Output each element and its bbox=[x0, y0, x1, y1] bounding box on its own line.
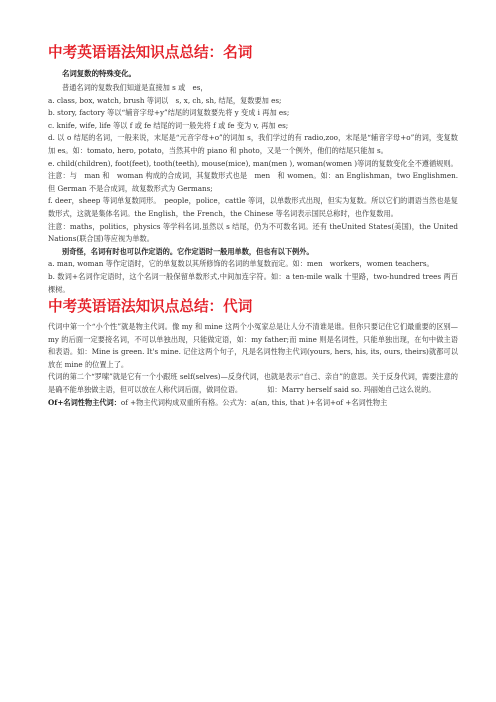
bold-prefix: Of+名词性物主代词： bbox=[48, 397, 121, 407]
section-subtitle: 名词复数的特殊变化。 bbox=[62, 69, 136, 78]
paragraph: 普通名词的复数我们知道是直接加 s 或 es， bbox=[62, 83, 208, 92]
section-title-nouns: 中考英语语法知识点总结：名词 bbox=[48, 44, 253, 61]
paragraph: a. class, box, watch, brush 等词以 s, x, ch, sh, 结尾，复数要加 es; bbox=[48, 95, 282, 105]
paragraph: 代词中第一个“小个性”就是物主代词。像 my 和 mine 这两个小冤家总是让人分不清谁是谁。但你只要记住它们最重要的区别—my 的后面一定要接名词，不可以单独出现，只能做定语，如：my father;而 mine 则是名词性，只能单独出现，在句中做主语和表语。如：Mine is green. It's mine. 记住这两个句子，凡是名词性物主代词(yours, hers, his, its, ours, theirs)就都可以放在 mine 的位置上了。 bbox=[48, 322, 458, 369]
paragraph: c. knife, wife, life 等以 f 或 fe 结尾的词一般先将 f 或 fe 变为 v, 再加 es; bbox=[48, 120, 289, 130]
paragraph: f. deer，sheep 等词单复数同形。 people，police，cattle 等词，以单数形式出现，但实为复数。所以它们的谓语当然也是复数形式，这就是集体名词。the English，the French，the Chinese 等名词表示国民总称时，也作复数用。 bbox=[48, 196, 458, 218]
section-title-pronouns: 中考英语语法知识点总结：代词 bbox=[48, 298, 253, 316]
paragraph: 注意：maths，politics，physics 等学科名词,虽然以 s 结尾，仍为不可数名词。还有 theUnited States(美国)，the United Nations(联合国)等应视为单数。 bbox=[48, 221, 458, 244]
paragraph: 注意：与 man 和 woman 构成的合成词，其复数形式也是 men 和 women。如：an Englishman，two Englishmen. 但 German 不是合成词，故复数形式为 Germans; bbox=[48, 171, 458, 193]
paragraph: b. story, factory 等以“辅音字母+y”结尾的词复数要先将 y 变成 i 再加 es; bbox=[48, 108, 290, 118]
bold-note: 别奇怪，名词有时也可以作定语的。它作定语时一般用单数，但也有以下例外。 bbox=[62, 246, 314, 256]
paragraph-text: of +物主代词构成双重所有格。公式为：a(an, this, that )+名词+of +名词性物主 bbox=[120, 397, 388, 407]
paragraph: a. man, woman 等作定语时，它的单复数以其所修饰的名词的单复数而定。如：men workers，women teachers。 bbox=[48, 259, 434, 269]
paragraph: d. 以 o 结尾的名词，一般来说，末尾是“元音字母+o”的词加 s，我们学过的有 radio,zoo，末尾是“辅音字母+o”的词，变复数加 es。如：tomato, hero, potato，当然其中的 piano 和 photo，又是一个例外，他们的结尾只能加 s。 bbox=[48, 133, 458, 155]
paragraph bbox=[48, 397, 458, 410]
paragraph: b. 数词+名词作定语时，这个名词一般保留单数形式,中间加连字符。如：a ten-mile walk 十里路，two-hundred trees 两百棵树。 bbox=[48, 271, 458, 294]
paragraph: 代词的第二个“罗嗦”就是它有一个小跟班 self(selves)—反身代词，也就是表示“自己、亲自”的意思。关于反身代词，需要注意的是确不能单独做主语，但可以放在人称代词后面，做同位语。 如：Marry herself said so. 玛丽她自己这么说的。 bbox=[48, 372, 458, 395]
paragraph: e. child(children), foot(feet), tooth(teeth), mouse(mice), man(men ), woman(women )等词的复数变化全不遵循规则。 bbox=[48, 158, 458, 168]
